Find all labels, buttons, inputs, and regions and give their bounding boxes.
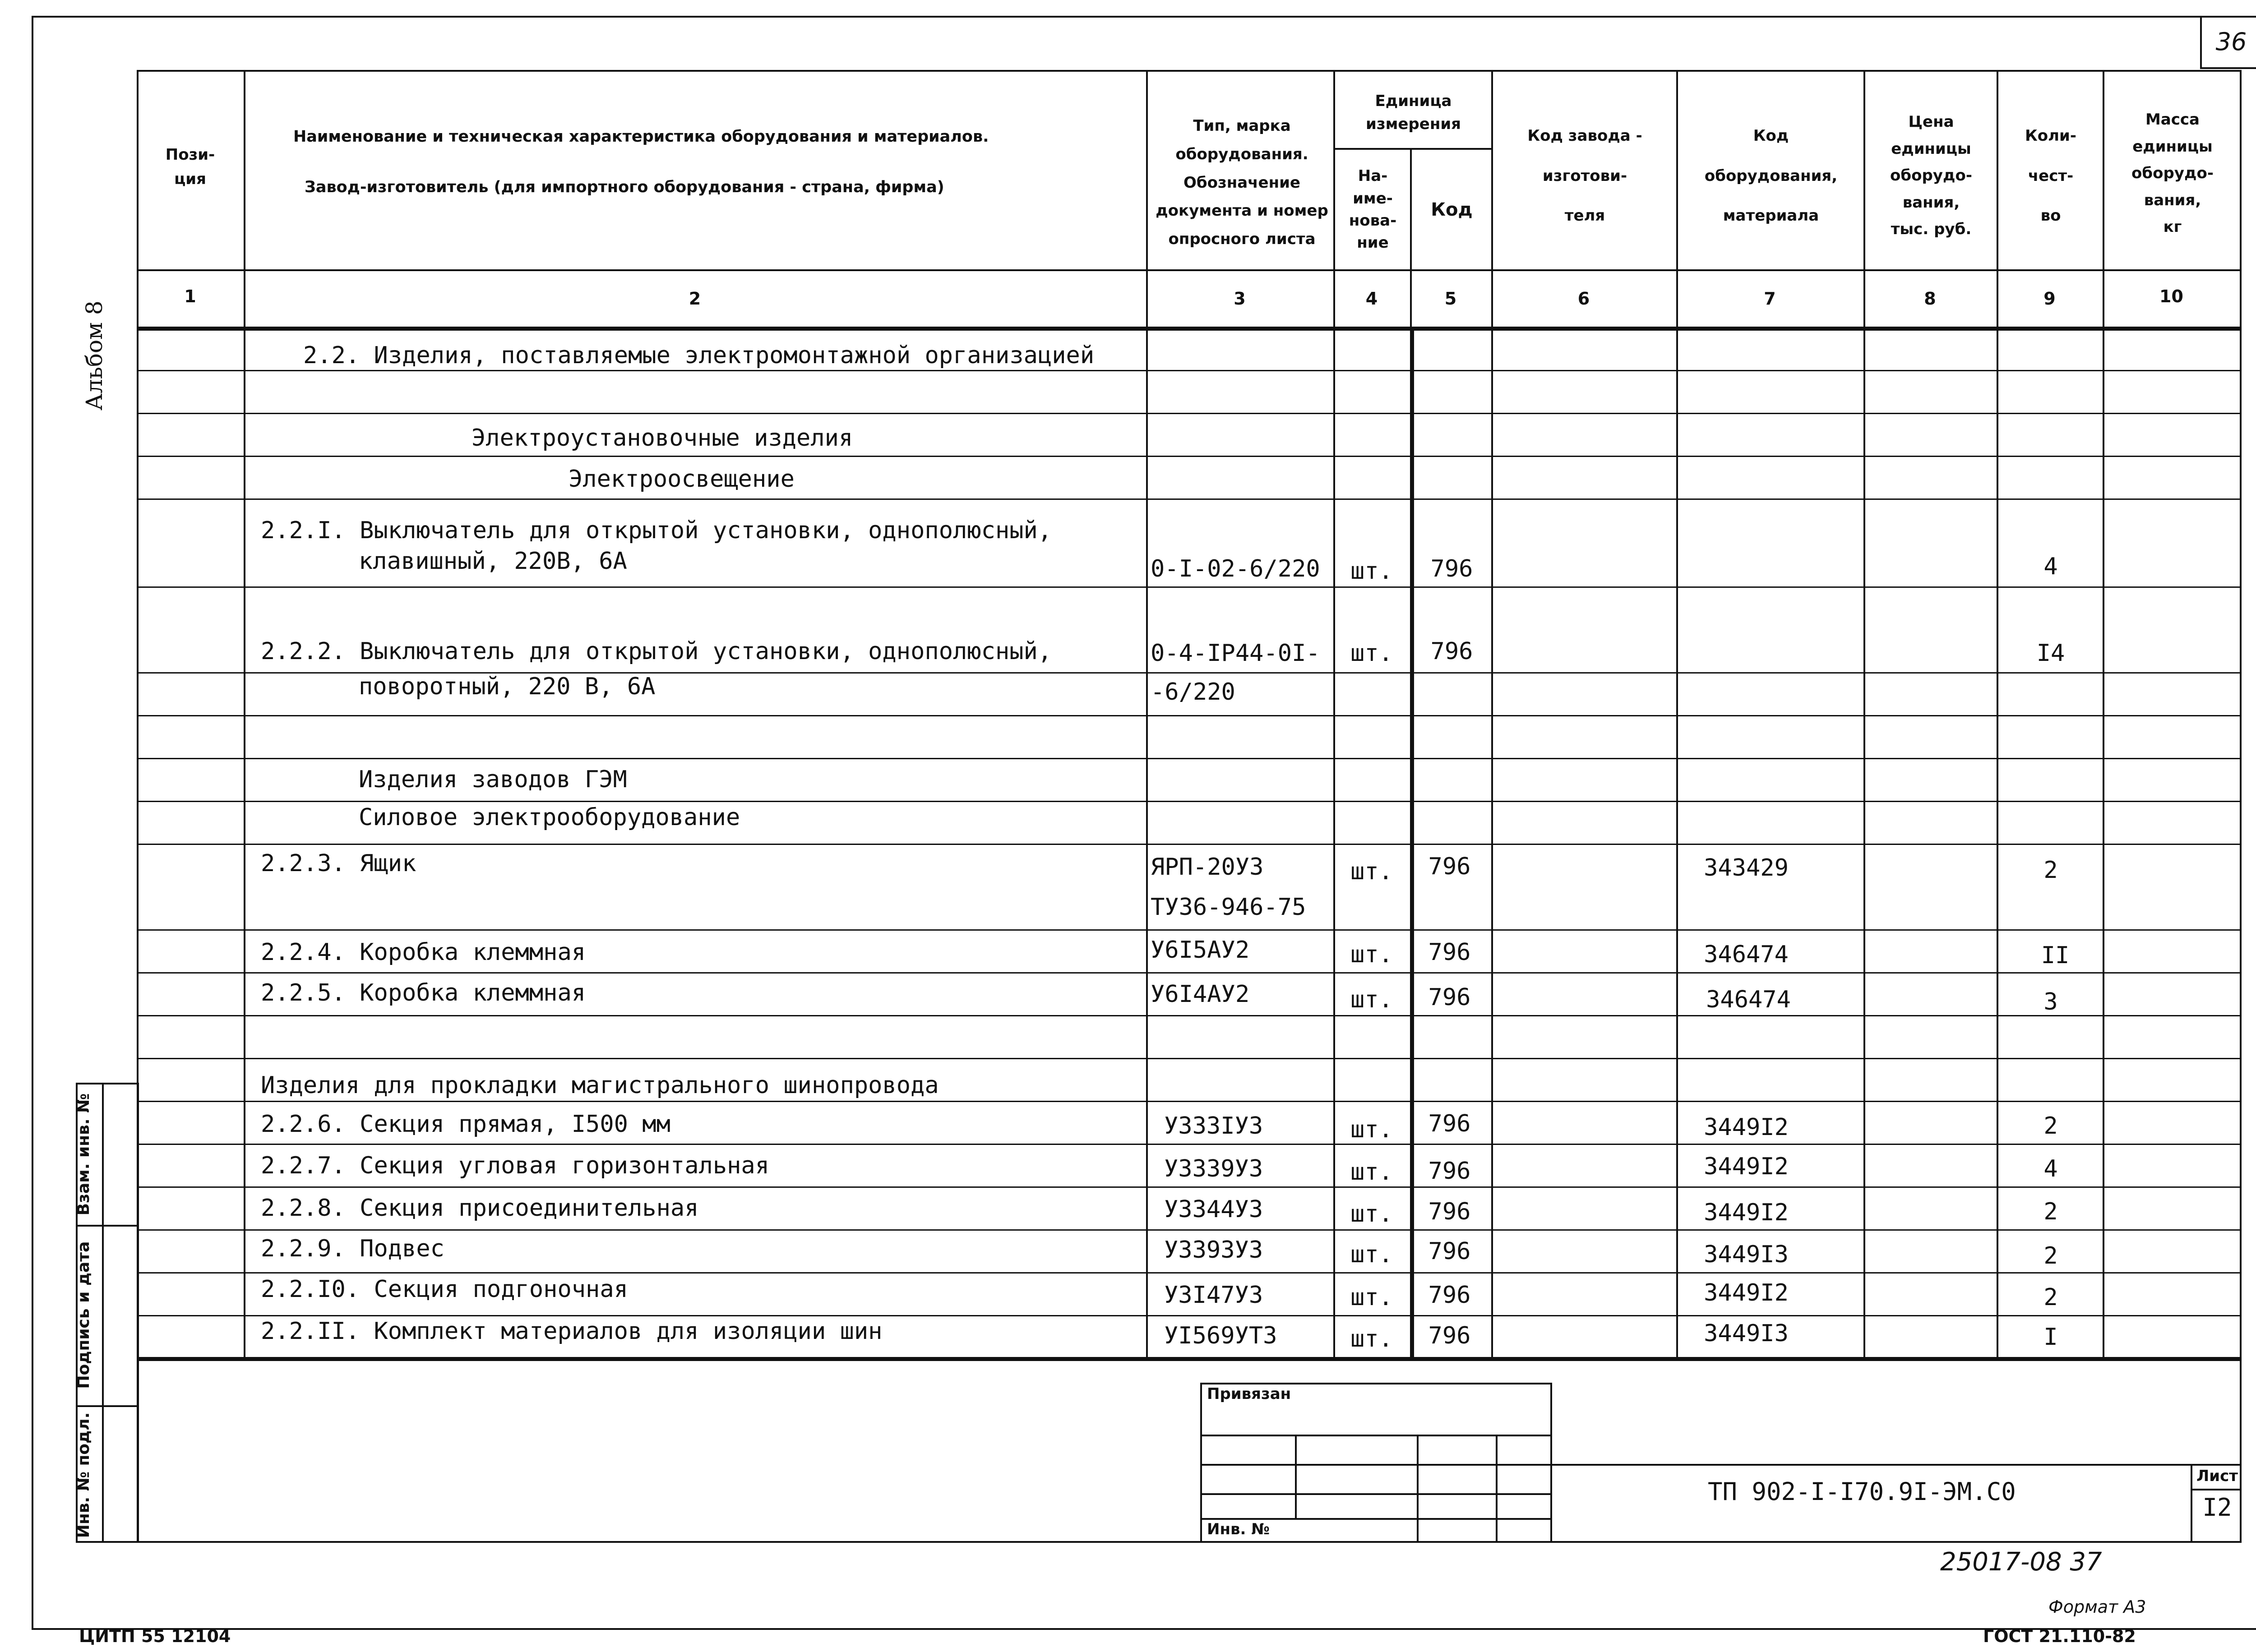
- colnum-5: 5: [1444, 289, 1457, 309]
- row-item-code: 796: [1428, 984, 1471, 1011]
- row-item-qty: 2: [2043, 1198, 2058, 1225]
- row-item-name: 2.2.I0. Секция подгоночная: [261, 1276, 628, 1303]
- row-item-code: 796: [1428, 1282, 1471, 1309]
- colnum-8: 8: [1924, 289, 1936, 309]
- row-item-code: 796: [1428, 1110, 1471, 1137]
- row-item-material: 3449I3: [1704, 1241, 1789, 1268]
- row-item-unit: шт.: [1350, 1241, 1393, 1268]
- gost-label: ГОСТ 21.110-82: [1983, 1626, 2136, 1646]
- hdr-price: Цена единицы оборудо- вания, тыс. руб.: [1890, 113, 1972, 239]
- ciitp-label: ЦИТП 55 12104: [79, 1626, 231, 1646]
- row-item-qty: I4: [2036, 640, 2065, 667]
- row-item-code: 796: [1428, 1198, 1471, 1225]
- row-item-code: 796: [1430, 555, 1473, 582]
- row-item-type: 0-I-02-6/220: [1151, 555, 1320, 582]
- row-item-code: 796: [1428, 853, 1471, 880]
- album-label: Альбом 8: [81, 300, 107, 411]
- row-item-type: У6I4АУ2: [1151, 981, 1250, 1008]
- row-item-qty: 2: [2043, 857, 2058, 884]
- row-item-unit: шт.: [1350, 1116, 1393, 1143]
- row-item-code: 796: [1428, 1238, 1471, 1265]
- row-subsection-2: Электроосвещение: [569, 466, 795, 493]
- hdr-unit-group: На- име- нова- ние: [1349, 167, 1397, 252]
- row-item-material: 3449I2: [1704, 1199, 1789, 1226]
- row-item-name: 2.2.5. Коробка клеммная: [261, 979, 586, 1006]
- row-item-type: ЯРП-20У3: [1151, 854, 1264, 881]
- row-item-unit: шт.: [1350, 1325, 1393, 1352]
- row-item-name: 2.2.I. Выключатель для открытой установки, однополюсный,: [261, 517, 1052, 544]
- row-item-code: 796: [1428, 1322, 1471, 1349]
- row-item-material: 346474: [1704, 941, 1789, 968]
- row-item-type: УI569УТ3: [1164, 1322, 1277, 1349]
- row-item-name: 2.2.3. Ящик: [261, 850, 416, 877]
- document-code: ТП 902-I-I70.9I-ЭМ.С0: [1708, 1477, 2016, 1506]
- hdr-material-code: Код оборудования, материала: [1704, 127, 1838, 225]
- row-item-name: 2.2.4. Коробка клеммная: [261, 939, 586, 966]
- colnum-1: 1: [184, 286, 196, 306]
- vzam-inv-label: Взам. инв. №: [74, 1093, 93, 1216]
- colnum-6: 6: [1577, 289, 1590, 309]
- row-item-unit: шт.: [1350, 1200, 1393, 1227]
- row-item-unit: шт.: [1350, 941, 1393, 968]
- row-item-qty: 2: [2043, 1284, 2058, 1311]
- inv-podl-label: Инв. № подл.: [74, 1412, 93, 1538]
- list-value: I2: [2202, 1493, 2232, 1522]
- row-item-unit: шт.: [1350, 1284, 1393, 1311]
- row-subsection-5: Изделия для прокладки магистрального шинопровода: [261, 1072, 939, 1099]
- colnum-9: 9: [2043, 289, 2056, 309]
- hdr-name-line1: Наименование и техническая характеристика оборудования и материалов.: [293, 128, 989, 146]
- colnum-4: 4: [1365, 289, 1378, 309]
- row-item-code: 796: [1428, 1158, 1471, 1185]
- colnum-3: 3: [1234, 289, 1246, 309]
- row-item-qty: 2: [2043, 1112, 2058, 1140]
- row-item-material: 3449I2: [1704, 1153, 1789, 1180]
- row-item-material: 3449I2: [1704, 1114, 1789, 1141]
- row-item-qty: 2: [2043, 1242, 2058, 1269]
- row-item-qty: 4: [2043, 1155, 2058, 1182]
- row-item-name: 2.2.II. Комплект материалов для изоляции шин: [261, 1318, 883, 1345]
- row-item-name: 2.2.6. Секция прямая, I500 мм: [261, 1111, 670, 1138]
- row-item-type: У3339У3: [1164, 1155, 1263, 1182]
- row-item-qty: I: [2043, 1324, 2058, 1351]
- row-item-name: 2.2.2. Выключатель для открытой установки, однополюсный,: [261, 638, 1052, 665]
- row-item-name: поворотный, 220 В, 6А: [359, 673, 656, 700]
- colnum-2: 2: [689, 289, 701, 309]
- row-item-unit: шт.: [1350, 986, 1393, 1013]
- row-item-type: -6/220: [1151, 678, 1235, 706]
- row-item-unit: шт.: [1350, 640, 1393, 667]
- row-item-type: У3I47У3: [1164, 1282, 1263, 1309]
- row-item-name: 2.2.9. Подвес: [261, 1235, 444, 1262]
- page-number: 36: [2200, 16, 2256, 69]
- hdr-type: Тип, марка оборудования. Обозначение документа и номер опросного листа: [1156, 116, 1328, 249]
- hdr-factory-code: Код завода - изготови- теля: [1527, 127, 1642, 225]
- row-section-title: 2.2. Изделия, поставляемые электромонтажной организацией: [303, 342, 1095, 369]
- row-item-type: У333IУ3: [1164, 1112, 1263, 1140]
- row-item-name: 2.2.8. Секция присоединительная: [261, 1195, 699, 1222]
- hdr-unit-code: Код: [1431, 199, 1473, 220]
- podpis-label: Подпись и дата: [74, 1241, 93, 1389]
- row-item-qty: II: [2041, 942, 2070, 969]
- row-item-qty: 3: [2043, 988, 2058, 1015]
- row-item-material: 346474: [1706, 986, 1791, 1013]
- format-label: Формат А3: [2048, 1597, 2146, 1617]
- hdr-position: Пози- ция: [165, 145, 215, 188]
- row-item-material: 3449I3: [1704, 1320, 1789, 1347]
- hdr-quantity: Коли- чест- во: [2025, 127, 2076, 225]
- row-subsection-4: Силовое электрооборудование: [359, 804, 740, 831]
- row-item-code: 796: [1430, 638, 1473, 665]
- hdr-mass: Масса единицы оборудо- вания, кг: [2131, 111, 2214, 236]
- row-item-name: клавишный, 220В, 6А: [359, 548, 627, 575]
- row-item-name: 2.2.7. Секция угловая горизонтальная: [261, 1152, 770, 1179]
- list-label: Лист: [2196, 1467, 2238, 1485]
- row-item-type: ТУ36-946-75: [1151, 894, 1306, 921]
- row-item-unit: шт.: [1350, 558, 1393, 585]
- row-item-material: 3449I2: [1704, 1279, 1789, 1306]
- colnum-7: 7: [1764, 289, 1776, 309]
- row-item-type: 0-4-IP44-0I-: [1151, 640, 1320, 667]
- row-item-type: У6I5АУ2: [1151, 937, 1250, 964]
- row-item-code: 796: [1428, 939, 1471, 966]
- row-item-material: 343429: [1704, 854, 1789, 881]
- row-subsection-3: Изделия заводов ГЭМ: [359, 766, 627, 793]
- inv-no-label: Инв. №: [1207, 1520, 1270, 1538]
- hdr-unit: Единица измерения: [1366, 92, 1461, 133]
- row-item-unit: шт.: [1350, 1158, 1393, 1186]
- row-item-qty: 4: [2043, 553, 2058, 580]
- colnum-10: 10: [2159, 286, 2183, 306]
- row-item-unit: шт.: [1350, 858, 1393, 885]
- privyazan-label: Привязан: [1207, 1385, 1291, 1403]
- hdr-name-line2: Завод-изготовитель (для импортного оборудования - страна, фирма): [305, 178, 944, 196]
- row-item-type: У3344У3: [1164, 1196, 1263, 1223]
- handwritten-number: 25017-08 37: [1940, 1547, 2102, 1577]
- row-subsection-1: Электроустановочные изделия: [472, 425, 853, 452]
- row-item-type: У3393У3: [1164, 1237, 1263, 1264]
